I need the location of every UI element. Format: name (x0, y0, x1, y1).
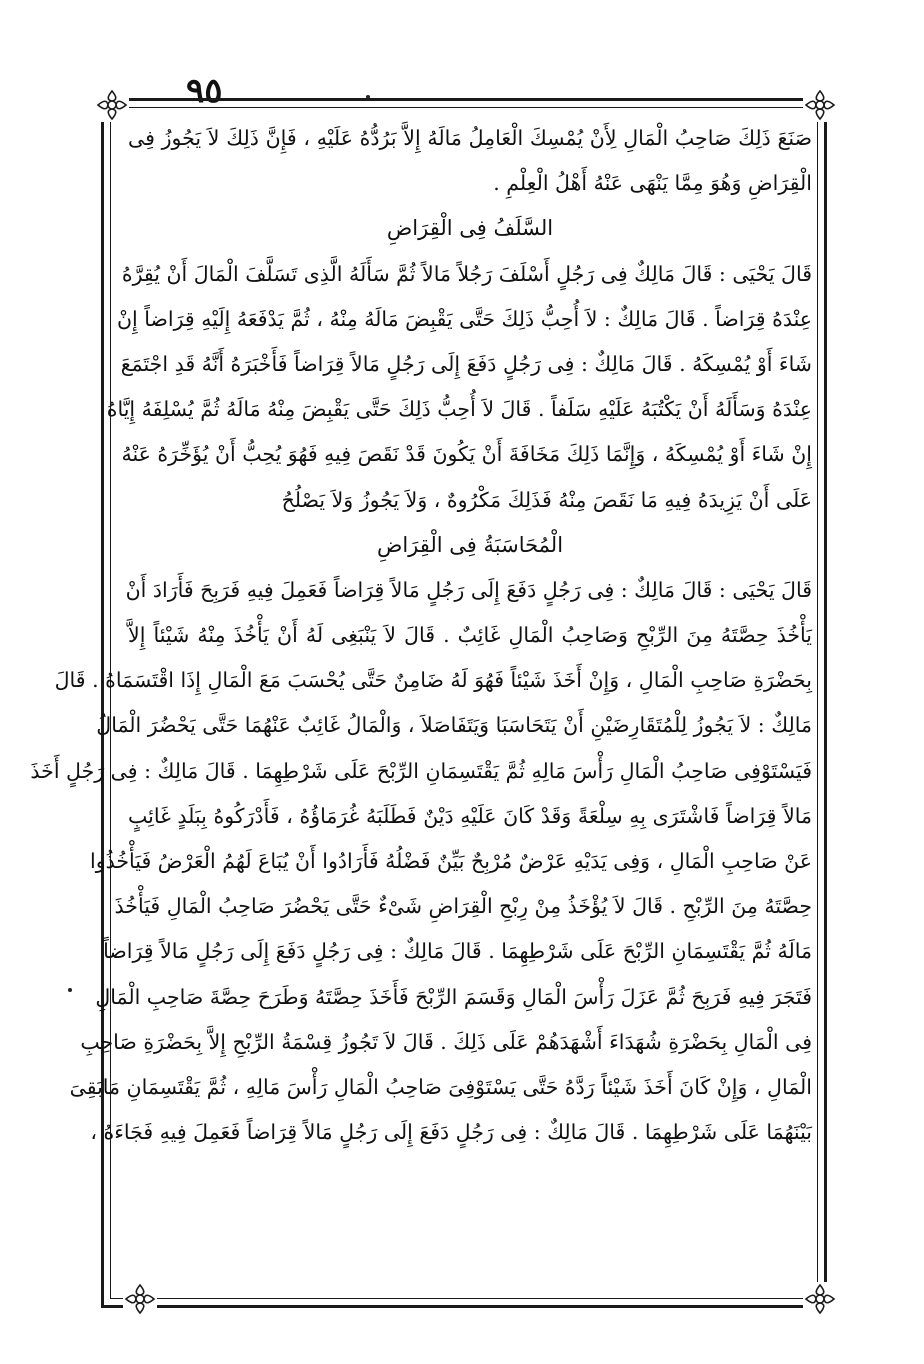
text-line: بِحَضْرَةِ صَاحِبِ الْمَالِ ، وَإِنْ أَخَذَ شَيْئاً فَهُوَ لَهُ ضَامِنٌ حَتَّى يُحْسَبَ مَعَ الْمَالِ إِذَا اقْتَسَمَاهُ . قَالَ (54, 668, 812, 693)
text-line: مَالِكٌ : لاَ يَجُوزُ لِلْمُتَقَارِضَيْنِ أَنْ يَتَحَاسَبَا وَيَتَفَاصَلاَ ، وَالْمَالُ غَائِبٌ عَنْهُمَا حَتَّى يَحْضُرَ الْمَالُ (96, 713, 812, 738)
text-line: مَالاً قِرَاضاً فَاشْتَرَى بِهِ سِلْعَةً وَقَدْ كَانَ عَلَيْهِ دَيْنٌ فَطَلَبَهُ غُرَمَاؤُهُ ، فَأَدْرَكُوهُ بِبَلَدٍ غَائِبٍ (128, 803, 812, 828)
scan-speck (68, 988, 72, 992)
text-line: حِصَّتَهُ مِنَ الرِّبْحِ . قَالَ لاَ يُؤْخَذُ مِنْ رِبْحِ الْقِرَاضِ شَىْءٌ حَتَّى يَحْضُرَ صَاحِبُ الْمَالِ فَيَأْخُذَ (114, 894, 812, 919)
scan-speck (366, 95, 370, 99)
text-line: إِنْ شَاءَ أَوْ يُمْسِكَهُ ، وَإِنَّمَا ذَلِكَ مَخَافَةَ أَنْ يَكُونَ قَدْ نَقَصَ فِيهِ فَهُوَ يُحِبُّ أَنْ يُؤَخِّرَهُ عَنْهُ (121, 442, 812, 467)
text-line: الْقِرَاضِ وَهُوَ مِمَّا يَنْهَى عَنْهُ أَهْلُ الْعِلْمِ . (493, 171, 812, 196)
text-line: يَأْخُذَ حِصَّتَهُ مِنَ الرِّبْحِ وَصَاحِبُ الْمَالِ غَائِبٌ . قَالَ لاَ يَنْبَغِى لَهُ أَنْ يَأْخُذَ مِنْهُ شَيْئاً إِلاَّ (128, 623, 812, 648)
text-line: بَيْنَهُمَا عَلَى شَرْطِهِمَا . قَالَ مَالِكٌ : فِى رَجُلٍ دَفَعَ إِلَى رَجُلٍ مَالاً قِرَاضاً فَعَمِلَ فِيهِ فَجَاءَهُ ، (90, 1120, 812, 1145)
text-line: صَنَعَ ذَلِكَ صَاحِبُ الْمَالِ لِأَنْ يُمْسِكَ الْعَامِلُ مَالَهُ إِلاَّ بَرُدُّهُ عَلَيْهِ ، فَإِنَّ ذَلِكَ لاَ يَجُوزُ فِى (128, 126, 812, 150)
text-line: قَالَ يَحْيَى : قَالَ مَالِكٌ فِى رَجُلٍ أَسْلَفَ رَجُلاً مَالاً ثُمَّ سَأَلَهُ الَّذِى تَسَلَّفَ الْمَالَ أَنْ يُقِرَّهُ (121, 261, 812, 286)
text-line: عِنْدَهُ وَسَأَلَهُ أَنْ يَكْتُبَهُ عَلَيْهِ سَلَفاً . قَالَ لاَ أُحِبُّ ذَلِكَ حَتَّى يَقْبِضَ مِنْهُ مَالَهُ ثُمَّ يُسْلِفَهُ إِيَّاهُ (106, 397, 812, 422)
text-line: عِنْدَهُ قِرَاضاً . قَالَ مَالِكٌ : لاَ أُحِبُّ ذَلِكَ حَتَّى يَقْبِضَ مَالَهُ مِنْهُ ، ثُمَّ يَدْفَعَهُ إِلَيْهِ قِرَاضاً إِنْ (116, 306, 812, 331)
corner-ornament-icon (95, 88, 129, 122)
section-heading: الْمُحَاسَبَةُ فِى الْقِرَاضِ (376, 532, 564, 557)
text-line: فَتَجَرَ فِيهِ فَرَبِحَ ثُمَّ عَزَلَ رَأْسَ الْمَالِ وَقَسَمَ الرِّبْحَ فَأَخَذَ حِصَّتَهُ وَطَرَحَ حِصَّةَ صَاحِبِ الْمَالِ (95, 984, 812, 1009)
text-line: عَلَى أَنْ يَزِيدَهُ فِيهِ مَا نَقَصَ مِنْهُ فَذَلِكَ مَكْرُوهٌ ، وَلاَ يَجُوزُ وَلاَ يَصْلُحُ (281, 487, 812, 512)
page-number: ٩٥ (186, 71, 223, 111)
text-line: شَاءَ أَوْ يُمْسِكَهُ . قَالَ مَالِكٌ : فِى رَجُلٍ دَفَعَ إِلَى رَجُلٍ مَالاً قِرَاضاً فَأَخْبَرَهُ أَنَّهُ قَدِ اجْتَمَعَ (120, 351, 812, 376)
text-line: فَيَسْتَوْفِى صَاحِبُ الْمَالِ رَأْسَ مَالِهِ ثُمَّ يَقْتَسِمَانِ الرِّبْحَ عَلَى شَرْطِهِمَا . قَالَ مَالِكٌ : فِى رَجُلٍ أَخَذَ (30, 758, 812, 783)
page-body (30, 116, 812, 1296)
text-line: فِى الْمَالِ بِحَضْرَةِ شُهَدَاءَ أَشْهَدَهُمْ عَلَى ذَلِكَ . قَالَ لاَ تَجُوزُ قِسْمَةُ الرِّبْحِ إِلاَّ بِحَضْرَةِ صَاحِبِ (80, 1029, 812, 1054)
text-line: عَنْ صَاحِبِ الْمَالِ ، وَفِى يَدَيْهِ عَرْضٌ مُرْبِحٌ بَيِّنٌ فَضْلُهُ فَأَرَادُوا أَنْ يُبَاعَ لَهُمُ الْعَرْضُ فَيَأْخُذُوا (90, 849, 812, 873)
text-line: قَالَ يَحْيَى : قَالَ مَالِكٌ : فِى رَجُلٍ دَفَعَ إِلَى رَجُلٍ مَالاً قِرَاضاً فَعَمِلَ فِيهِ فَرَبِحَ فَأَرَادَ أَنْ (125, 577, 812, 602)
text-line: مَالَهُ ثُمَّ يَقْتَسِمَانِ الرِّبْحَ عَلَى شَرْطِهِمَا . قَالَ مَالِكٌ : فِى رَجُلٍ دَفَعَ إِلَى رَجُلٍ مَالاً قِرَاضاً (103, 939, 812, 964)
text-line: الْمَالِ ، وَإِنْ كَانَ أَخَذَ شَيْئاً رَدَّهُ حَتَّى يَسْتَوْفِىَ صَاحِبُ الْمَالِ رَأْسَ مَالِهِ ، ثُمَّ يَقْتَسِمَانِ مَابَقِىَ (69, 1074, 812, 1099)
section-heading: السَّلَفُ فِى الْقِرَاضِ (386, 216, 554, 241)
